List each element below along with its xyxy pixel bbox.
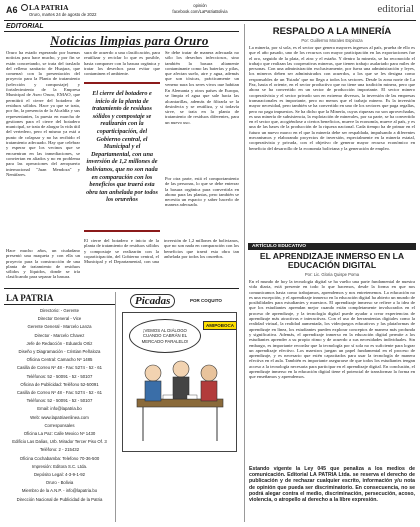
masthead-line: Oficina Cochabamba: Telefono 70-36-500	[19, 455, 100, 461]
article-text: En el mundo de hoy la tecnología digital se ha vuelto una parte fundamental de nuestra vida diaria, está presente en todo lo que hacemos, desde la forma en que nos comunicamos hasta como trabajamos, aprendemos y nos entretenemos. La educación no es una excepción, y el aprendizaje inmerso en la educación digital ha abierto un mundo de posibilidades para estudiantes y maestros. El aprendizaje inmerso se refiere a la idea de que los estudiantes aprendan mejor cuando están completamente involucrados en el proceso de aprendizaje, y la tecnología digital puede ayudar a crear experiencias de aprendizaje más atractivas e interactivas. Con el uso de herramientas digitales como la realidad virtual, la realidad aumentada, los videojuegos educativos y las plataformas de aprendizaje en línea, los estudiantes pueden explorar conceptos de manera más profunda y significativa. Además, el aprendizaje inmerso en la educación digital permite a los estudiantes aprender a su propio ritmo y de acuerdo a sus necesidades individuales. Sin embargo, es importante recordar que la tecnología por sí sola no es suficiente para lograr un aprendizaje efectivo. Los maestros juegan un papel fundamental en el proceso de aprendizaje, y es necesario que estén capacitados para usar la tecnología de manera efectiva en el aula. También es importante asegurarse de que todos los estudiantes tengan acceso a la tecnología necesaria para participar en el aprendizaje digital. En conclusión, el aprendizaje inmerso en la educación digital tiene el potencial de transformar la forma en que enseñamos y aprendemos.	[249, 279, 415, 380]
right-col-divider	[244, 24, 245, 522]
paper-name: LA PATRIA	[29, 3, 69, 12]
editorial-col3-text: Se debe tratar de manera adecuada no sólo los desechos infecciosos, sino también la basura altamente contaminante como las baterías y pilas, que afectan suelo, aire y agua, además que son tóxicas, prácticamente un veneno para los seres vivos que habitan	[165, 50, 239, 86]
masthead-line: Teléfono: 2 - 215432	[39, 447, 80, 453]
masthead-line: Impresión: Editora S.C. Ltda.	[31, 463, 88, 469]
cartoon-tag: AMIPOBOCA	[203, 321, 237, 330]
masthead-line: Oficina Central: Camacho Nº 1485	[26, 357, 93, 363]
masthead-lines	[4, 305, 115, 506]
masthead-line: Gerente General - Marcelo Lanza	[27, 324, 92, 330]
masthead-line: Depósito Legal: 4-3-9-1-92	[33, 472, 86, 478]
masthead	[4, 292, 116, 522]
column-text: La minería, por sí sola, es el sector que genera mayores ingresos al país, prueba de ello es que el año pasado, uno de los recursos con mayor participación en las exportaciones fue el oro, seguido de la plata, el zinc y el estaño. Y dentro la minería, se ha reconocido el trabajo que realizan las cooperativas mineras, que tienen trabajo asalariado para miles de personas. Con una administración exclusivamente, por fuera una administración y leyes, los mineros deben ser administrados con acuerdos, a los que se les designa como responsables de un 'Estado' que no llega a todos los sectores. Desde la zona norte de La Paz, hasta el oriente, en el sector productivo que no tiene una tradición minera, pero que ahora se ha convertido en un sector de producción importante. El sector minero cooperativista y el sector privado son en extremo diversos, la inversión de las empresas transnacionales es importante, pero no menos que el trabajo minero. Es la inversión mayor necesidad, pero también se ha convertido en uno de los sectores que paga regalías, pero no paga impuestos. Se ha dicho que la Minería, cuyas riquezas no son aprovechadas, es una minería de subsistencia, la explotación de minerales, por su parte, se ha convertido en el sector que, acogiéndose a ciertos beneficios, mueve la economía, mueve al país, y es una de las bases de la producción de la riqueza nacional. Cada tiempo ha de primar en el futuro un nuevo marco en el que la minería debe ser respaldada, impulsando a diferentes mecanismos y elaborando proyectos de inversión, especialmente en la minería estatal, cooperativista y privada, con el objetivo de generar mayor recurso económico en beneficio del desarrollo de la economía boliviana y la generación de empleo.	[249, 45, 415, 151]
masthead-line: Casilla de Correo Nº 48 - Fax: 5274 - 52 - 61	[16, 365, 103, 371]
cartoon-drawing-icon	[123, 313, 237, 452]
header-rule	[4, 20, 416, 21]
paper-logo-icon	[21, 4, 28, 11]
pull-quote	[84, 82, 160, 232]
disclaimer: Estando vigente la Ley 045 que penaliza a los medios de comunicación. Editorial LA PATRIA Ltda. se reserva el derecho de publicación y de rechazar cualquier escrito, información y/u nota de opinión que pueda ser discriminatorio. En consecuencia, no se podrá alegar contra el medio, discriminación, persecución, acoso, violencia, o atropello al derecho a la libre expresión.	[249, 466, 415, 504]
masthead-line: Casilla de Correo Nº 48 - Fax: 5274 - 52 - 61	[16, 390, 103, 396]
cartoon-author: POR COQUITO	[190, 298, 222, 303]
masthead-line: Oficina La Paz: Calle Mexico Nº 1430	[23, 431, 96, 437]
date-line: Oruro, martes 24 de agosto de 2022	[29, 12, 97, 17]
masthead-title: LA PATRIA	[4, 292, 115, 305]
section-title: editorial	[377, 3, 414, 15]
editorial-col3-text-c: En Alemania y otros países de Europa, se limpia el agua que sale hacia las alcantarillas, además de filtrarla se la desinfecta y se reutiliza, y si todavía sirve, se trata en la planta de tratamiento de residuos diferentes, para un nuevo uso.	[165, 88, 239, 125]
article-kicker: ARTÍCULO EDUCATIVO	[252, 244, 307, 249]
editorial-col1-text: Oruro ha estado esperando por buenas noticias para hace mucho, y por fin se están concretando, se trata del traslado del relleno sanitario de Huajara, que comenzó con la presentación del proyecto para la Planta de tratamiento (selección y compostaje) y fortalecimiento de la Empresa Municipal de Aseo Oruro, EMAO, que permitirá el cierre del botadero de residuos sólidos. Hace ya que se trata, por fin, la presencia de la Alcaldía y sus representantes, la puesta en marcha de gestiones para el cierre del botadero municipal, se trata de alargar la vida útil del vertedero, pero el mismo ya está a punto de colapsar y no ha recibido el tratamiento adecuado. Hay que celebrar y esperar que los vecinos que se encuentran en las inmediaciones, se conviertan en aliados y no en problema para las operaciones del aeropuerto internacional "Juan Mendoza" y Nenúfares.	[6, 50, 80, 177]
masthead-line: Corresponsales	[44, 422, 75, 428]
editorial-col2-top: sura de acuerdo a una clasificación, para reutilizar y reciclar lo que es posible, hasta componer con la basura orgánica y tratar los desechos para evitar que contaminen el ambiente.	[84, 50, 160, 77]
speech-text: ¡VEMOS AL DIÁLOGO CUANDO CABRÁN EL MERCADO PARALELO!	[141, 328, 189, 344]
kicker-rule	[4, 31, 239, 32]
cartoon-panel	[122, 312, 237, 452]
column-headline: RESPALDO A LA MINERÍA	[272, 26, 392, 37]
masthead-line: Oficina de Publicidad: Teléfono 52-50091	[20, 381, 99, 387]
page-number: A6	[6, 5, 18, 15]
editorial-headline: Noticias limpias para Oruro	[50, 33, 209, 48]
masthead-line: Director - Marcelo Chavez	[34, 332, 85, 338]
masthead-line: Jefe de Redacción - Eduardo Ortiz	[26, 340, 93, 346]
pull-quote-text: El cierre del botadero e inicio de la planta de tratamiento de residuos sólidos y compostaje se realizarán con la coparticipación, del Gobierno central, el Municipal y el Departamental, con una inversión de 1,2 millones de bolivianos, que no son nada en comparación con los beneficios que traerá esta obra tan anhelada por todos los orureños	[86, 90, 158, 204]
masthead-line: Edificio Las Dalias, Urb. Mirador Tercer Piso Of. 3	[12, 439, 107, 445]
editorial-kicker: EDITORIAL	[6, 23, 44, 30]
editorial-col1-text-c: Hace mucho años, un ciudadano presentó una maqueta y con ella un proyecto para la construcción de una planta de tratamiento de residuos sólidos y líquidos, donde se iría clasificando para separar la basura.	[6, 248, 80, 280]
column-byline: Por: Guillermo Morales Espinoza	[301, 38, 363, 43]
masthead-line: Email: info@lapatria.bo	[37, 406, 82, 412]
masthead-line: Director General - Vice	[37, 316, 82, 322]
masthead-line: Teléfonos: 52 - 50091 - 52 - 50107	[26, 373, 93, 379]
cartoon	[120, 292, 239, 522]
masthead-line: Dirección Nacional de Publicidad de la Patria	[16, 496, 103, 502]
editorial-col3-text-d: Por otra parte, está el comportamiento de las personas, lo que se debe enterrar la basura orgánica para convertirla en abono para las plantas, pero también se necesita un espacio y saber hacerlo de manera adecuada.	[165, 176, 239, 208]
masthead-line: Directorio: - Gerente	[40, 308, 79, 313]
editorial-lower-text-span: El cierre del botadero e inicio de la planta de tratamiento de residuos sólidos y compostaje se realizarán con la coparticipación, del Gobierno central, el Municipal y el Departamental, con una inversión de 1,2 millones de bolivianos, que no son nada en comparación con los beneficios que traerá esta obra tan anhelada por todos los orureños.	[84, 238, 239, 265]
cartoon-brand: Picadas	[130, 294, 175, 308]
masthead-line: Diseño y Diagramación - Cristian Peñaloza	[18, 349, 101, 355]
article-byline: Por: Lic. Gloria Quispe Poma	[304, 272, 360, 277]
masthead-line: Miembro de la A.N.P. - info@lapatria.bo	[21, 488, 98, 494]
section-label: opinión	[193, 3, 207, 8]
editorial-bottom-rule	[4, 288, 239, 289]
masthead-line: Oruro - Bolivia	[45, 480, 74, 486]
masthead-line: Web: www.lapatriaenlinea.com	[30, 414, 89, 420]
masthead-line: Teléfonos: 52 - 50091 - 52 - 50107	[26, 398, 93, 404]
social-link[interactable]: facebook.com/LaPatriaBolivia	[172, 9, 228, 14]
article-headline: EL APRENDIZAJE INMERSO EN LA EDUCACIÓN DIGITAL	[259, 251, 405, 271]
